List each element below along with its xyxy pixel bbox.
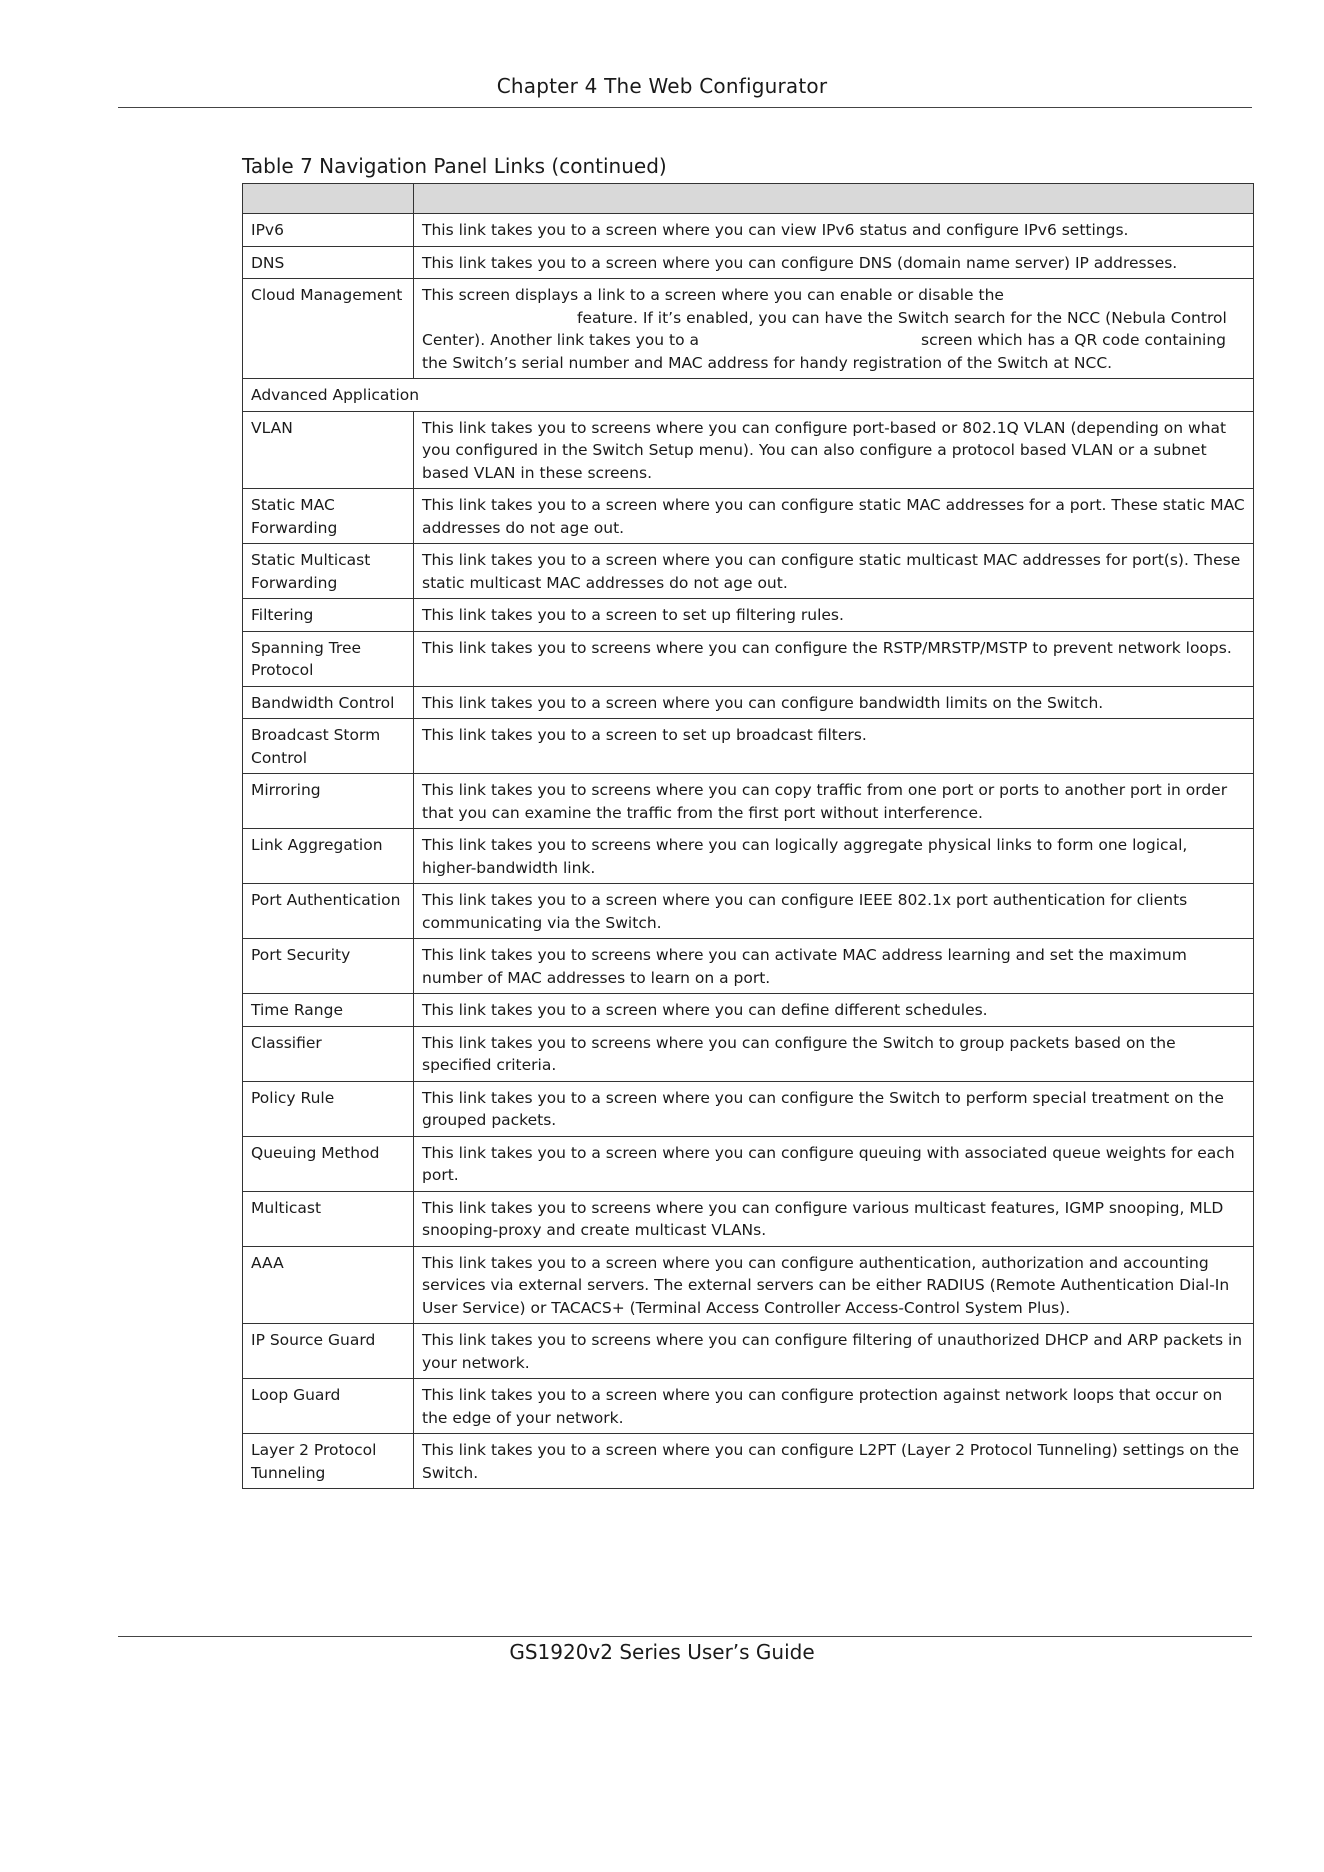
table-row (243, 246, 1254, 279)
link-name: Filtering (243, 599, 414, 632)
table-row (243, 1026, 1254, 1081)
cloud-desc-part-3: screen which has a QR code containing the Switch’s serial number and MAC address for handy registration of the Switch at NCC. (422, 331, 1226, 372)
table-row (243, 829, 1254, 884)
link-name: Policy Rule (243, 1081, 414, 1136)
link-description: This link takes you to a screen to set up filtering rules. (414, 599, 1254, 632)
link-name: Link Aggregation (243, 829, 414, 884)
header-cell-link (243, 184, 414, 214)
link-name: VLAN (243, 411, 414, 489)
link-description: This link takes you to screens where you can logically aggregate physical links to form one logical, higher-bandwidth link. (414, 829, 1254, 884)
footer-rule (118, 1636, 1252, 1637)
cloud-desc-part-2: feature. If it’s enabled, you can have the Switch search for the NCC (Nebula Control Center). Another link takes you to a (422, 308, 1227, 349)
navigation-panel-links-table (242, 183, 1254, 1489)
link-name: Static Multicast Forwarding (243, 544, 414, 599)
page-footer: GS1920v2 Series User’s Guide (509, 1640, 815, 1664)
table-row (243, 1379, 1254, 1434)
table-row (243, 774, 1254, 829)
table-row (243, 279, 1254, 379)
link-name: Mirroring (243, 774, 414, 829)
link-description: This link takes you to screens where you can configure the Switch to group packets based on the specified criteria. (414, 1026, 1254, 1081)
link-description: This link takes you to a screen where you can view IPv6 status and configure IPv6 settings. (414, 214, 1254, 247)
table-row (243, 214, 1254, 247)
table-row (243, 411, 1254, 489)
table-row (243, 994, 1254, 1027)
table-row (243, 686, 1254, 719)
link-name: Spanning Tree Protocol (243, 631, 414, 686)
cloud-desc-part-1: This screen displays a link to a screen where you can enable or disable the (422, 286, 1004, 304)
header-rule (118, 107, 1252, 108)
link-description: This link takes you to a screen where you can configure DNS (domain name server) IP addresses. (414, 246, 1254, 279)
table-row (243, 1136, 1254, 1191)
link-name: DNS (243, 246, 414, 279)
table-row (243, 544, 1254, 599)
table-row (243, 1324, 1254, 1379)
link-name: Layer 2 Protocol Tunneling (243, 1434, 414, 1489)
link-name: Bandwidth Control (243, 686, 414, 719)
link-description: This link takes you to a screen to set up broadcast filters. (414, 719, 1254, 774)
link-name: Multicast (243, 1191, 414, 1246)
link-description: This link takes you to a screen where you can configure authentication, authorization and accounting services via external servers. The external servers can be either RADIUS (Remote Authentication Dial-In User Service) or TACACS+ (Terminal Access Controller Access-Control System Plus). (414, 1246, 1254, 1324)
page-header: Chapter 4 The Web Configurator (496, 74, 828, 98)
table-row (243, 1246, 1254, 1324)
link-description: This link takes you to a screen where you can configure queuing with associated queue weights for each port. (414, 1136, 1254, 1191)
link-name: Loop Guard (243, 1379, 414, 1434)
link-name: IP Source Guard (243, 1324, 414, 1379)
section-row (243, 379, 1254, 412)
link-description: This link takes you to screens where you can activate MAC address learning and set the maximum number of MAC addresses to learn on a port. (414, 939, 1254, 994)
link-description: This link takes you to screens where you can configure the RSTP/MRSTP/MSTP to prevent network loops. (414, 631, 1254, 686)
link-description: This link takes you to screens where you can configure filtering of unauthorized DHCP and ARP packets in your network. (414, 1324, 1254, 1379)
table-row (243, 1434, 1254, 1489)
link-name: Time Range (243, 994, 414, 1027)
link-description (414, 279, 1254, 379)
table-caption: Table 7 Navigation Panel Links (continued) (242, 154, 667, 178)
link-description: This link takes you to a screen where you can configure IEEE 802.1x port authentication for clients communicating via the Switch. (414, 884, 1254, 939)
table-row (243, 489, 1254, 544)
link-description: This link takes you to a screen where you can configure static multicast MAC addresses for port(s). These static multicast MAC addresses do not age out. (414, 544, 1254, 599)
link-name: Port Authentication (243, 884, 414, 939)
link-description: This link takes you to a screen where you can configure protection against network loops that occur on the edge of your network. (414, 1379, 1254, 1434)
link-description: This link takes you to screens where you can copy traffic from one port or ports to another port in order that you can examine the traffic from the first port without interference. (414, 774, 1254, 829)
section-title: Advanced Application (243, 379, 1254, 412)
link-description: This link takes you to screens where you can configure various multicast features, IGMP snooping, MLD snooping-proxy and create multicast VLANs. (414, 1191, 1254, 1246)
link-description: This link takes you to a screen where you can define different schedules. (414, 994, 1254, 1027)
table-row (243, 1081, 1254, 1136)
link-name: Broadcast Storm Control (243, 719, 414, 774)
link-description: This link takes you to a screen where you can configure bandwidth limits on the Switch. (414, 686, 1254, 719)
header-cell-function (414, 184, 1254, 214)
table-row (243, 719, 1254, 774)
table-row (243, 599, 1254, 632)
link-name: Classifier (243, 1026, 414, 1081)
table-row (243, 884, 1254, 939)
table-header-row (243, 184, 1254, 214)
table-row (243, 1191, 1254, 1246)
link-name: Static MAC Forwarding (243, 489, 414, 544)
link-name: AAA (243, 1246, 414, 1324)
link-name: Queuing Method (243, 1136, 414, 1191)
table-row (243, 939, 1254, 994)
link-description: This link takes you to a screen where you can configure the Switch to perform special treatment on the grouped packets. (414, 1081, 1254, 1136)
link-name: Port Security (243, 939, 414, 994)
link-description: This link takes you to a screen where you can configure L2PT (Layer 2 Protocol Tunneling) settings on the Switch. (414, 1434, 1254, 1489)
link-name: IPv6 (243, 214, 414, 247)
link-name: Cloud Management (243, 279, 414, 379)
link-description: This link takes you to a screen where you can configure static MAC addresses for a port. These static MAC addresses do not age out. (414, 489, 1254, 544)
table-body (243, 184, 1254, 1489)
link-description: This link takes you to screens where you can configure port-based or 802.1Q VLAN (depending on what you configured in the Switch Setup menu). You can also configure a protocol based VLAN or a subnet based VLAN in these screens. (414, 411, 1254, 489)
table-row (243, 631, 1254, 686)
